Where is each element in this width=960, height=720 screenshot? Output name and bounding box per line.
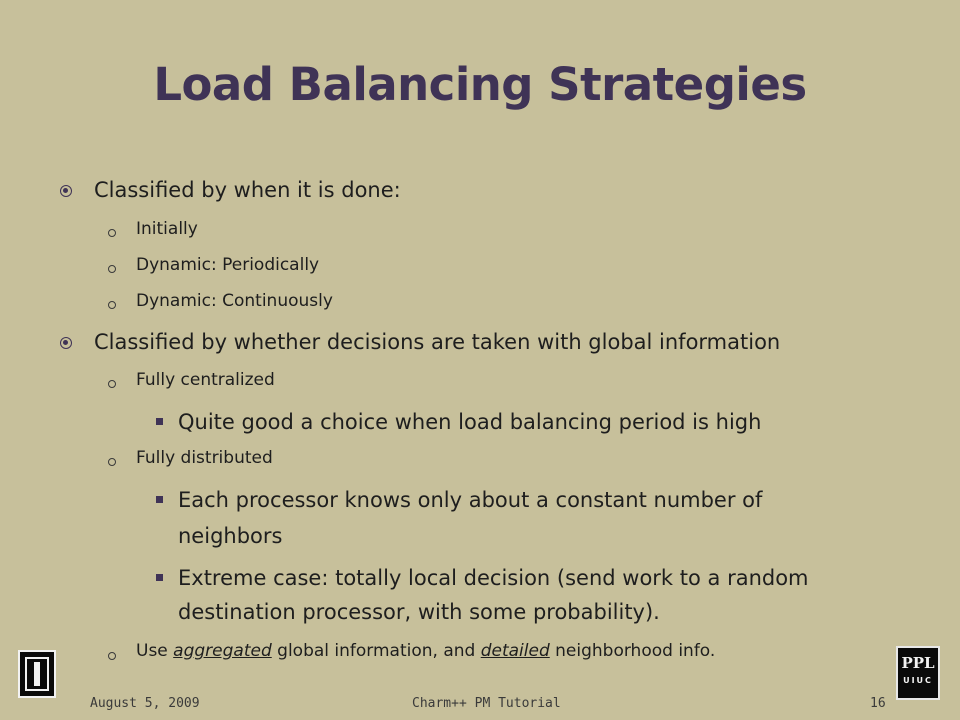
distributed-detail-2-line-1: Extreme case: totally local decision (send work to a random [178, 566, 809, 590]
ppl-logo [896, 646, 940, 700]
circle-bullet-icon [108, 652, 116, 660]
circle-bullet-icon [108, 301, 116, 309]
distributed-detail-2-line-2: destination processor, with some probability). [178, 600, 660, 624]
circle-bullet-icon [108, 229, 116, 237]
text-part: Use [136, 641, 174, 661]
square-bullet-icon [156, 574, 163, 581]
text-part: global information, and [271, 641, 481, 661]
circle-bullet-icon [108, 265, 116, 273]
bullet-classified-when: Classified by when it is done: [94, 178, 401, 202]
bullet-classified-global: Classified by whether decisions are taken with global information [94, 330, 781, 354]
emphasis-detailed: detailed [480, 641, 550, 661]
circle-bullet-icon [108, 458, 116, 466]
sub-item-periodically: Dynamic: Periodically [136, 255, 320, 275]
slide-title: Load Balancing Strategies [153, 58, 807, 111]
ppl-logo-text: PPL [901, 654, 935, 672]
sub-item-aggregated [136, 641, 715, 661]
i-mark-icon [25, 657, 49, 691]
emphasis-aggregated: aggregated [173, 641, 272, 661]
ppl-logo-subtext: UIUC [903, 676, 933, 685]
sub-item-continuously: Dynamic: Continuously [136, 291, 333, 311]
square-bullet-icon [156, 496, 163, 503]
sub-item-distributed: Fully distributed [136, 448, 273, 468]
footer-page-number: 16 [870, 696, 886, 711]
footer-date: August 5, 2009 [90, 696, 200, 711]
university-i-logo [18, 650, 56, 698]
centralized-detail: Quite good a choice when load balancing period is high [178, 410, 762, 434]
sub-item-centralized: Fully centralized [136, 370, 275, 390]
distributed-detail-1-line-1: Each processor knows only about a constant number of [178, 488, 763, 512]
target-bullet-icon [60, 337, 72, 349]
footer-center-title: Charm++ PM Tutorial [412, 696, 561, 711]
sub-item-initially: Initially [136, 219, 198, 239]
text-part: neighborhood info. [549, 641, 716, 661]
circle-bullet-icon [108, 380, 116, 388]
distributed-detail-1-line-2: neighbors [178, 524, 283, 548]
square-bullet-icon [156, 418, 163, 425]
target-bullet-icon [60, 185, 72, 197]
